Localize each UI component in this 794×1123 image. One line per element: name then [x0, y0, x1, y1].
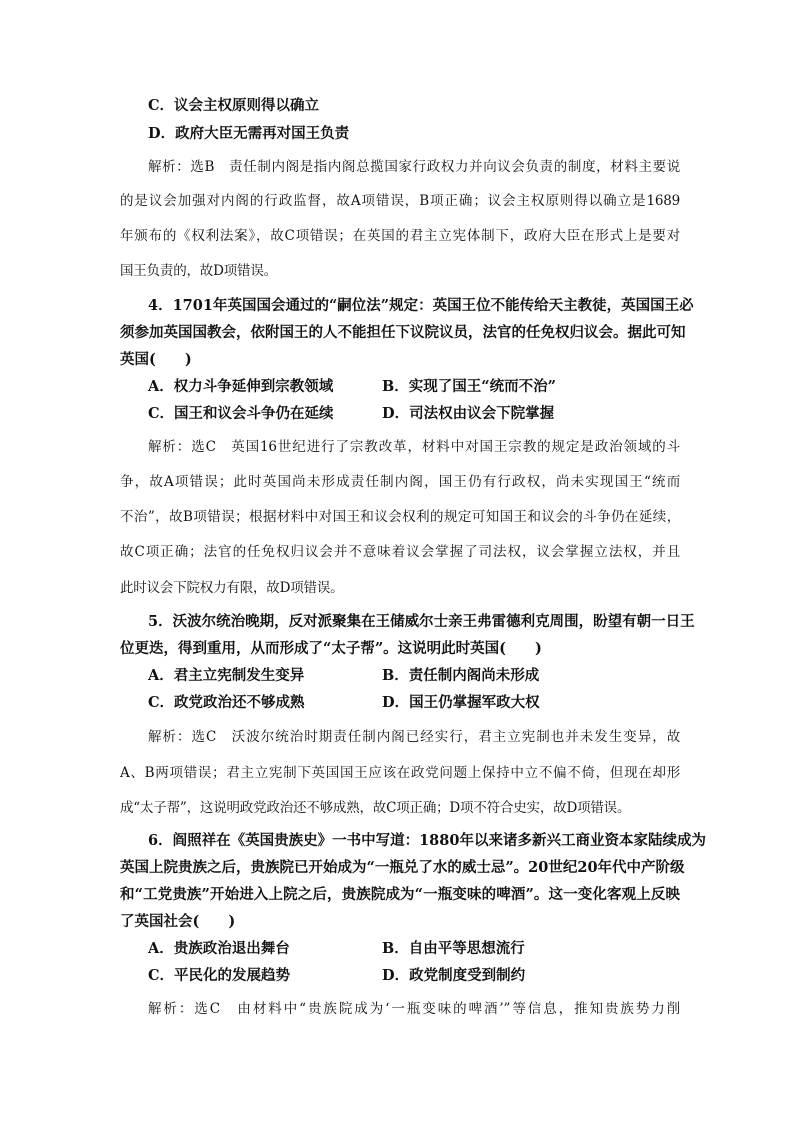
q4-analysis-line: 争，故A项错误；此时英国尚未形成责任制内阁，国王仍有行政权，尚未实现国王“统而 — [120, 474, 680, 490]
q6-option-d: D．政党制度受到制约 — [382, 967, 526, 984]
q6-option-b: B．自由平等思想流行 — [382, 940, 525, 957]
q3-analysis-line: 国王负责的，故D项错误。 — [120, 263, 277, 279]
q5-option-c: C．政党政治还不够成熟 — [148, 694, 305, 711]
q4-analysis-line: 不治”，故B项错误；根据材料中对国王和议会权利的规定可知国王和议会的斗争仍在延续， — [120, 509, 680, 525]
q4-option-b: B．实现了国王“统而不治” — [382, 378, 556, 395]
q6-stem-line: 和“工党贵族”开始进入上院之后，贵族院成为“一瓶变味的啤酒”。这一变化客观上反映 — [120, 886, 680, 903]
q4-analysis-line: 解析：选C 英国16世纪进行了宗教改革，材料中对国王宗教的规定是政治领域的斗 — [148, 439, 680, 455]
q3-option-c: C．议会主权原则得以确立 — [148, 97, 320, 114]
q3-option-d: D．政府大臣无需再对国王负责 — [148, 125, 350, 142]
q3-analysis-line: 年颁布的《权利法案》，故C项错误；在英国的君主立宪体制下，政府大臣在形式上是要对 — [120, 228, 680, 244]
q4-stem-line: 英国( ) — [120, 351, 192, 368]
q5-stem-line: 5．沃波尔统治晚期，反对派聚集在王储威尔士亲王弗雷德利克周围，盼望有朝一日王 — [148, 613, 695, 630]
q6-option-c: C．平民化的发展趋势 — [148, 967, 291, 984]
q6-option-a: A．贵族政治退出舞台 — [148, 940, 290, 957]
q5-analysis-line: 成“太子帮”，这说明政党政治还不够成熟，故C项正确；D项不符合史实，故D项错误。 — [120, 800, 631, 816]
q5-option-d: D．国王仍掌握军政大权 — [382, 694, 540, 711]
q6-stem-line: 了英国社会( ) — [120, 913, 236, 930]
q4-option-d: D．司法权由议会下院掌握 — [382, 405, 555, 422]
q4-analysis-line: 此时议会下院权力有限，故D项错误。 — [120, 580, 344, 596]
q6-analysis-line: 解析：选C 由材料中“贵族院成为‘一瓶变味的啤酒’”等信息，推知贵族势力削 — [148, 1001, 680, 1017]
q5-stem-line: 位更迭，得到重用，从而形成了“太子帮”。这说明此时英国( ) — [120, 640, 542, 657]
q5-option-a: A．君主立宪制发生变异 — [148, 667, 305, 684]
q4-option-a: A．权力斗争延伸到宗教领域 — [148, 378, 334, 395]
q4-stem-line: 须参加英国国教会，依附国王的人不能担任下议院议员，法官的任免权归议会。据此可知 — [120, 324, 686, 341]
q4-stem-line: 4．1701年英国国会通过的“嗣位法”规定：英国王位不能传给天主教徒，英国国王必 — [148, 297, 694, 314]
q5-analysis-line: A、B两项错误；君主立宪制下英国国王应该在政党问题上保持中立不偏不倚，但现在却形 — [120, 765, 680, 781]
q3-analysis-line: 解析：选B 责任制内阁是指内阁总揽国家行政权力并向议会负责的制度，材料主要说 — [148, 159, 680, 175]
q4-analysis-line: 故C项正确；法官的任免权归议会并不意味着议会掌握了司法权，议会掌握立法权，并且 — [120, 544, 680, 560]
q5-analysis-line: 解析：选C 沃波尔统治时期责任制内阁已经实行，君主立宪制也并未发生变异，故 — [148, 729, 680, 745]
q6-stem-line: 6．阎照祥在《英国贵族史》一书中写道：1880年以来诸多新兴工商业资本家陆续成为 — [148, 832, 706, 849]
q5-option-b: B．责任制内阁尚未形成 — [382, 667, 540, 684]
q6-stem-line: 英国上院贵族之后，贵族院已开始成为“一瓶兑了水的威士忌”。20世纪20年代中产阶级 — [120, 859, 685, 876]
q4-option-c: C．国王和议会斗争仍在延续 — [148, 405, 334, 422]
q3-analysis-line: 的是议会加强对内阁的行政监督，故A项错误，B项正确；议会主权原则得以确立是1689 — [120, 193, 680, 209]
